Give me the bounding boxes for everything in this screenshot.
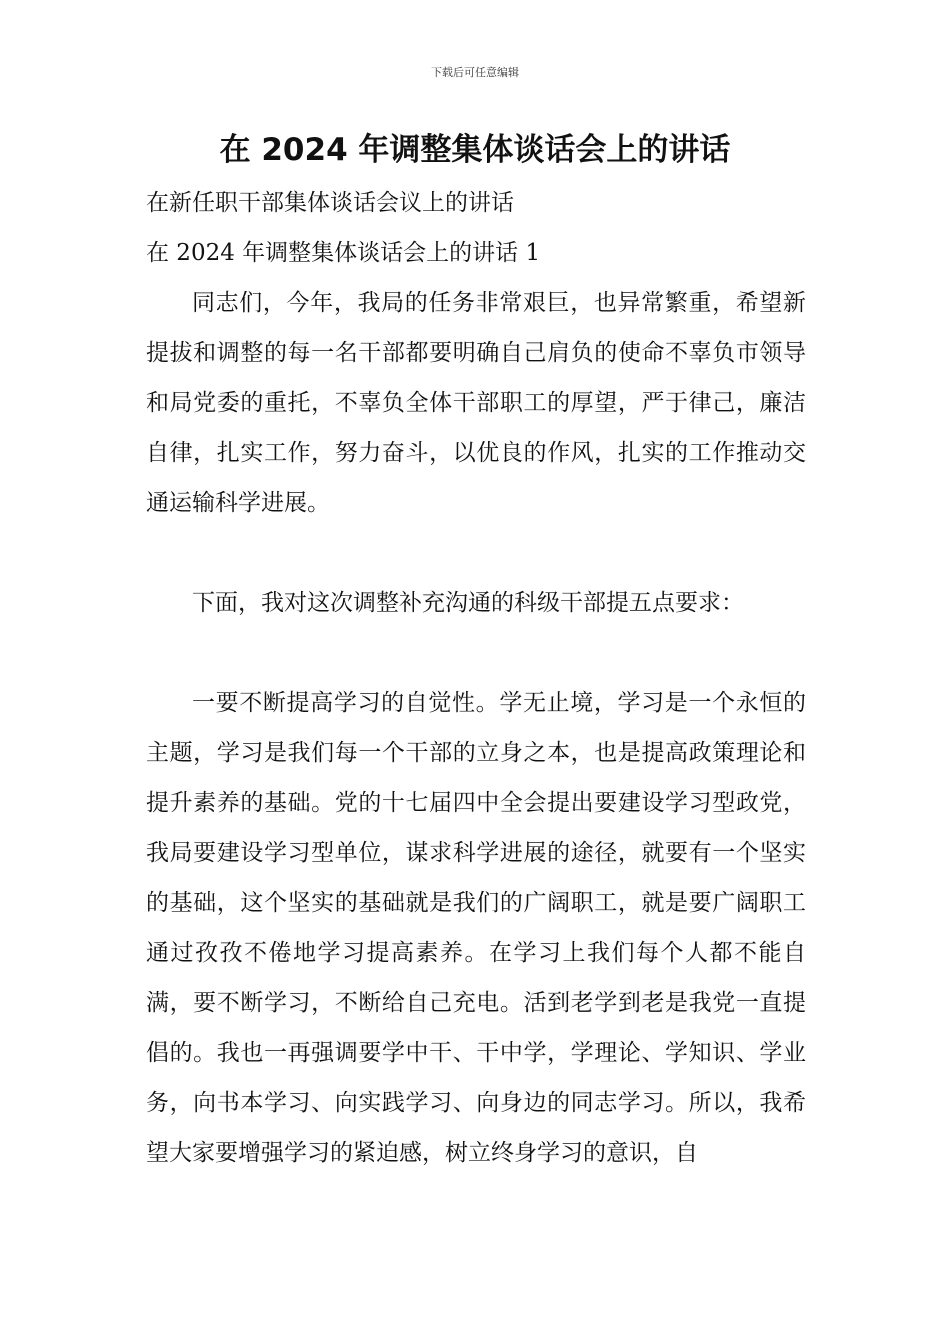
page-header: 下载后可任意编辑 xyxy=(431,66,519,79)
document-body xyxy=(146,178,806,1178)
paragraph-spacer xyxy=(146,528,806,578)
paragraph-requirement-1: 一要不断提高学习的自觉性。学无止境，学习是一个永恒的主题，学习是我们每一个干部的立身之本，也是提高政策理论和提升素养的基础。党的十七届四中全会提出要建设学习型政党，我局要建设学习型单位，谋求科学进展的途径，就要有一个坚实的基础，这个坚实的基础就是我们的广阔职工，就是要广阔职工通过孜孜不倦地学习提高素养。在学习上我们每个人都不能自满，要不断学习，不断给自己充电。活到老学到老是我党一直提倡的。我也一再强调要学中干、干中学，学理论、学知识、学业务，向书本学习、向实践学习、向身边的同志学习。所以，我希望大家要增强学习的紧迫感，树立终身学习的意识，自 xyxy=(146,690,806,1166)
subtitle-1: 在新任职干部集体谈话会议上的讲话 xyxy=(146,190,514,216)
document-title: 在 2024 年调整集体谈话会上的讲话 xyxy=(219,132,731,168)
paragraph-spacer xyxy=(146,628,806,678)
paragraph-requirements-lead: 下面，我对这次调整补充沟通的科级干部提五点要求： xyxy=(192,590,744,616)
subtitle-2: 在 2024 年调整集体谈话会上的讲话 1 xyxy=(146,240,541,266)
paragraph-intro: 同志们，今年，我局的任务非常艰巨，也异常繁重，希望新提拔和调整的每一名干部都要明确自己肩负的使命不辜负市领导和局党委的重托，不辜负全体干部职工的厚望，严于律己，廉洁自律，扎实工作，努力奋斗，以优良的作风，扎实的工作推动交通运输科学进展。 xyxy=(146,290,806,516)
